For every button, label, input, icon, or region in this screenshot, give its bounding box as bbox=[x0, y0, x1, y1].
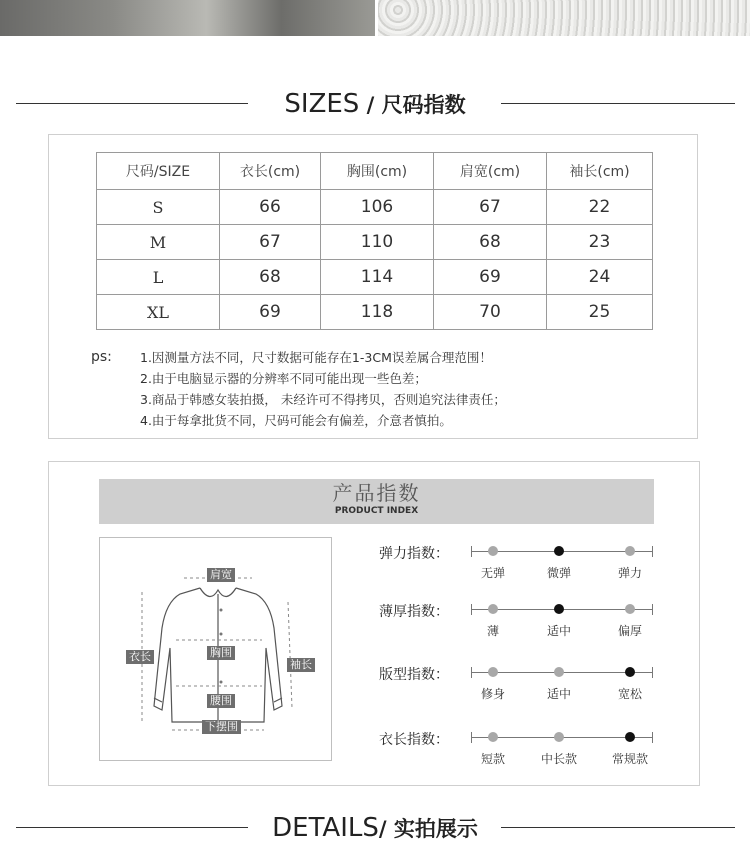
details-title-en: DETAILS bbox=[272, 813, 379, 843]
index-label: 版型指数： bbox=[379, 667, 449, 683]
index-dot bbox=[554, 732, 564, 742]
index-dot-selected bbox=[625, 732, 635, 742]
index-dot bbox=[488, 667, 498, 677]
details-title-cn: 实拍展示 bbox=[393, 817, 478, 841]
index-label: 薄厚指数： bbox=[379, 604, 449, 620]
product-index-title: 产品指数 bbox=[332, 481, 421, 505]
table-cell: 24 bbox=[547, 260, 653, 295]
note-line: 4.由于每拿批货不同，尺码可能会有偏差，介意者慎拍。 bbox=[140, 413, 452, 428]
table-cell: 25 bbox=[547, 295, 653, 330]
table-cell: 23 bbox=[547, 225, 653, 260]
track-tick bbox=[652, 667, 653, 678]
track-tick bbox=[652, 732, 653, 743]
table-cell: 118 bbox=[321, 295, 434, 330]
table-cell: 114 bbox=[321, 260, 434, 295]
length-index-row bbox=[379, 729, 679, 769]
details-title bbox=[0, 808, 750, 849]
index-dot bbox=[554, 667, 564, 677]
note-line: 2.由于电脑显示器的分辨率不同可能出现一些色差； bbox=[140, 371, 427, 386]
table-cell: 67 bbox=[220, 225, 321, 260]
index-option: 常规款 bbox=[611, 752, 648, 766]
sizes-title-en: SIZES bbox=[284, 89, 360, 119]
label-sleeve: 袖长 bbox=[287, 658, 315, 672]
index-option: 宽松 bbox=[617, 687, 642, 701]
index-option: 偏厚 bbox=[617, 624, 642, 638]
track-tick bbox=[471, 732, 472, 743]
ps-label: ps: bbox=[91, 349, 112, 365]
fit-index-row bbox=[379, 664, 679, 704]
index-option: 适中 bbox=[546, 624, 571, 638]
table-row bbox=[97, 190, 653, 225]
index-dot bbox=[625, 546, 635, 556]
photo-right-lace bbox=[378, 0, 750, 36]
note-line: 1.因测量方法不同，尺寸数据可能存在1-3CM误差属合理范围！ bbox=[140, 350, 492, 365]
index-dot-selected bbox=[554, 604, 564, 614]
table-cell: 110 bbox=[321, 225, 434, 260]
product-index-box bbox=[48, 461, 700, 786]
sleeve-col-header: 袖长(cm) bbox=[547, 153, 653, 190]
table-row bbox=[97, 295, 653, 330]
table-cell: 68 bbox=[434, 225, 547, 260]
sizes-title bbox=[0, 84, 750, 125]
size-cell: S bbox=[97, 190, 220, 225]
index-dot-selected bbox=[625, 667, 635, 677]
product-index-banner bbox=[99, 479, 654, 524]
index-option: 修身 bbox=[480, 687, 505, 701]
garment-diagram bbox=[99, 537, 332, 761]
index-dot bbox=[488, 546, 498, 556]
product-index-subtitle: PRODUCT INDEX bbox=[334, 506, 419, 516]
track-tick bbox=[471, 667, 472, 678]
table-row bbox=[97, 260, 653, 295]
track-tick bbox=[471, 546, 472, 557]
table-cell: 106 bbox=[321, 190, 434, 225]
index-dot-selected bbox=[554, 546, 564, 556]
index-option: 无弹 bbox=[480, 566, 505, 580]
index-option: 适中 bbox=[546, 687, 571, 701]
size-chart-box bbox=[48, 134, 698, 439]
size-col-header: 尺码/SIZE bbox=[97, 153, 220, 190]
label-shoulder: 肩宽 bbox=[207, 568, 235, 582]
label-chest: 胸围 bbox=[207, 646, 235, 660]
size-cell: XL bbox=[97, 295, 220, 330]
size-cell: M bbox=[97, 225, 220, 260]
index-option: 中长款 bbox=[540, 752, 577, 766]
size-notes bbox=[140, 347, 506, 431]
size-cell: L bbox=[97, 260, 220, 295]
table-cell: 68 bbox=[220, 260, 321, 295]
index-dot bbox=[488, 732, 498, 742]
index-dot bbox=[625, 604, 635, 614]
photo-left bbox=[0, 0, 375, 36]
elasticity-index-row bbox=[379, 543, 679, 583]
index-option: 短款 bbox=[480, 752, 505, 766]
note-line: 3.商品于韩感女装拍摄， 未经许可不得拷贝，否则追究法律责任； bbox=[140, 392, 506, 407]
label-length: 衣长 bbox=[126, 650, 154, 664]
top-photo-strip bbox=[0, 0, 750, 36]
table-row bbox=[97, 225, 653, 260]
index-option: 弹力 bbox=[617, 566, 642, 580]
size-table bbox=[96, 152, 653, 330]
track-tick bbox=[652, 546, 653, 557]
label-waist: 腰围 bbox=[207, 694, 235, 708]
sizes-title-cn: 尺码指数 bbox=[381, 93, 466, 117]
label-hem: 下摆围 bbox=[202, 720, 241, 734]
chest-col-header: 胸围(cm) bbox=[321, 153, 434, 190]
size-table-header-row bbox=[97, 153, 653, 190]
index-label: 衣长指数： bbox=[379, 732, 449, 748]
length-col-header: 衣长(cm) bbox=[220, 153, 321, 190]
table-cell: 70 bbox=[434, 295, 547, 330]
details-header bbox=[0, 808, 750, 848]
table-cell: 67 bbox=[434, 190, 547, 225]
shoulder-col-header: 肩宽(cm) bbox=[434, 153, 547, 190]
details-title-sep: / bbox=[378, 817, 394, 841]
index-option: 薄 bbox=[486, 624, 499, 638]
index-option: 微弹 bbox=[546, 566, 571, 580]
track-tick bbox=[652, 604, 653, 615]
table-cell: 66 bbox=[220, 190, 321, 225]
thickness-index-row bbox=[379, 601, 679, 641]
track-tick bbox=[471, 604, 472, 615]
table-cell: 22 bbox=[547, 190, 653, 225]
sizes-header bbox=[0, 84, 750, 124]
index-dot bbox=[488, 604, 498, 614]
index-label: 弹力指数： bbox=[379, 546, 449, 562]
table-cell: 69 bbox=[220, 295, 321, 330]
table-cell: 69 bbox=[434, 260, 547, 295]
sizes-title-sep: / bbox=[359, 93, 382, 117]
